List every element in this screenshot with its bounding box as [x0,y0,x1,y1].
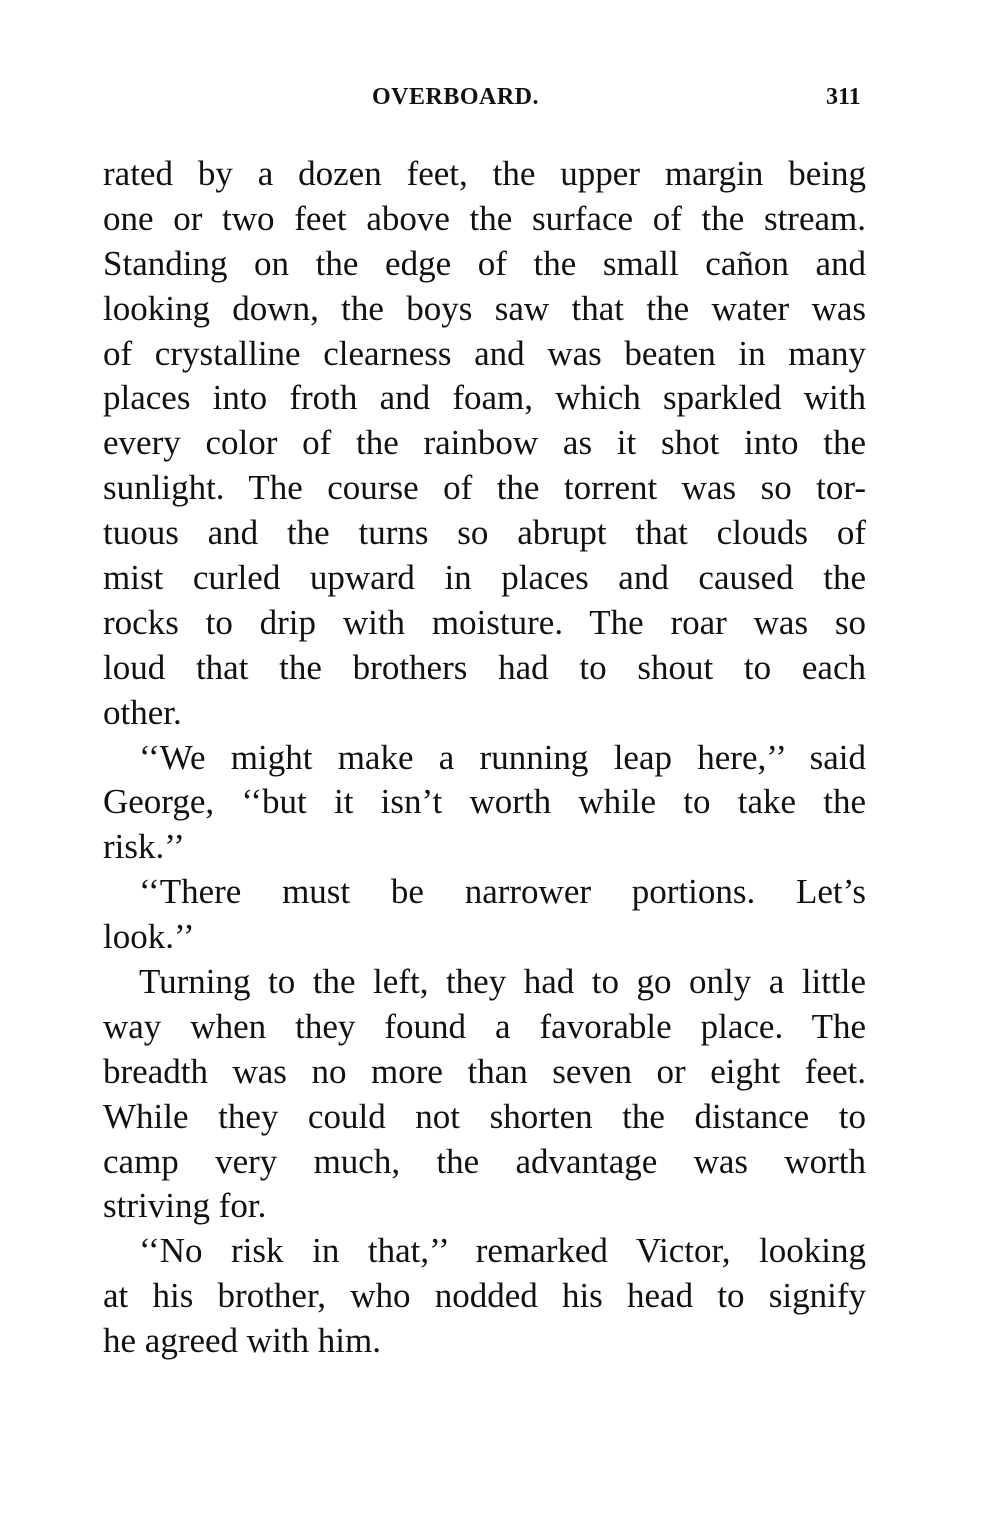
text-line: ‘‘No risk in that,’’ remarked Victor, looking [139,1231,866,1271]
text-line: breadth was no more than seven or eight feet. [103,1051,866,1091]
text-line: every color of the rainbow as it shot into the [103,423,866,463]
text-line: rocks to drip with moisture. The roar was so [103,602,866,642]
text-line: look.’’ [103,917,195,957]
running-head-title: OVERBOARD. [372,84,540,110]
text-line: places into froth and foam, which sparkled with [103,378,866,418]
text-line: way when they found a favorable place. The [103,1006,866,1046]
text-line: George, ‘‘but it isn’t worth while to take the [103,782,866,822]
text-line: mist curled upward in places and caused the [103,558,866,598]
text-line: ‘‘There must be narrower portions. Let’s [139,872,866,912]
text-line: he agreed with him. [103,1321,381,1361]
text-line: rated by a dozen feet, the upper margin being [103,154,866,193]
text-line: risk.’’ [103,827,185,867]
text-line: sunlight. The course of the torrent was so tor- [103,468,866,508]
text-line: Standing on the edge of the small cañon and [103,243,866,283]
text-line: loud that the brothers had to shout to each [103,647,866,687]
text-line: one or two feet above the surface of the stream. [103,198,866,238]
text-line: of crystalline clearness and was beaten in many [103,333,866,373]
text-line: at his brother, who nodded his head to signify [103,1276,866,1316]
text-line: ‘‘We might make a running leap here,’’ said [139,737,866,777]
text-line: Turning to the left, they had to go only a little [139,962,866,1002]
page-number: 311 [826,84,861,110]
text-line: While they could not shorten the distance to [103,1096,866,1136]
text-line: looking down, the boys saw that the water was [103,288,866,328]
text-line: tuous and the turns so abrupt that clouds of [103,513,866,553]
body-text [103,152,866,1364]
text-line: camp very much, the advantage was worth [103,1141,866,1181]
text-line: other. [103,692,182,732]
text-line: striving for. [103,1186,267,1226]
